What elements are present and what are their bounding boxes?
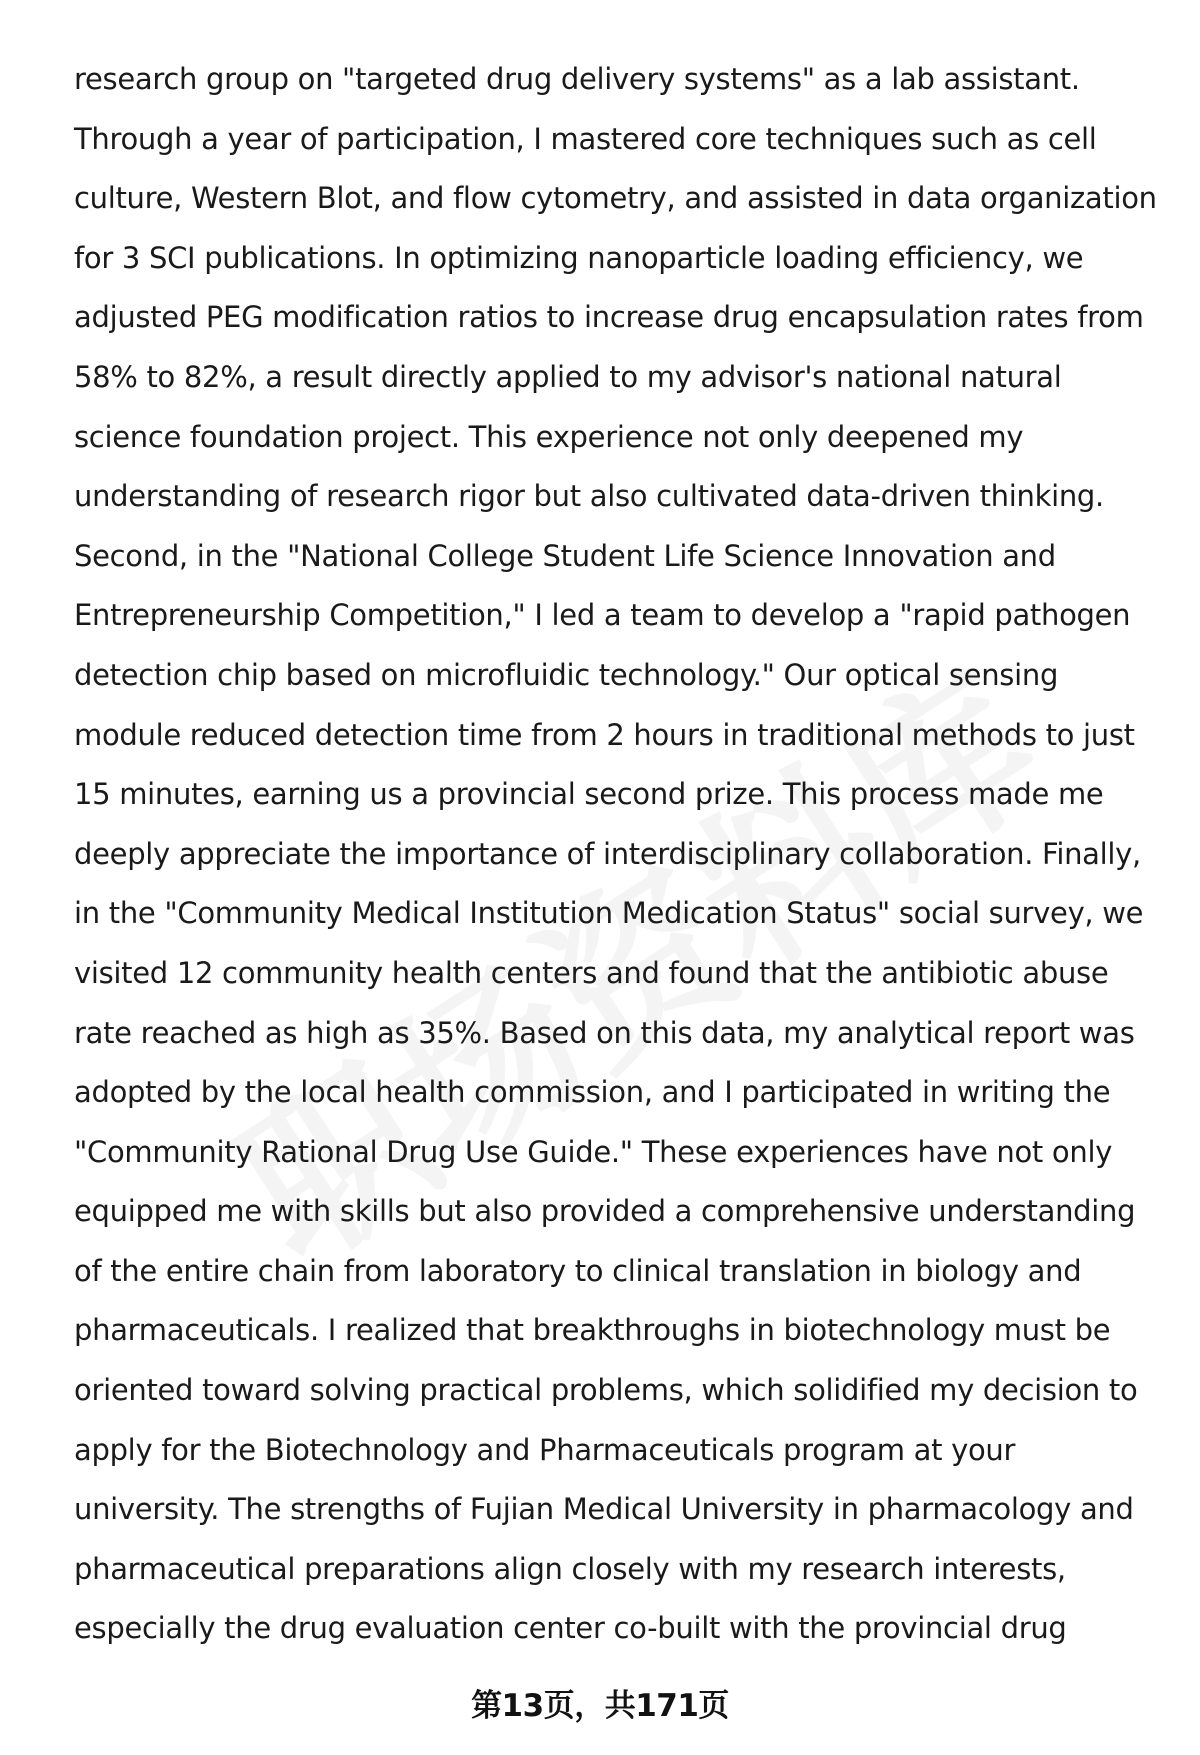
- text-line-12: module reduced detection time from 2 hours in traditional methods to just: [74, 717, 1135, 752]
- text-line-16: visited 12 community health centers and found that the antibiotic abuse: [74, 955, 1109, 990]
- text-line-6: 58% to 82%, a result directly applied to my advisor's national natural: [74, 359, 1062, 394]
- text-line-17: rate reached as high as 35%. Based on this data, my analytical report was: [74, 1015, 1135, 1050]
- text-line-25: university. The strengths of Fujian Medical University in pharmacology and: [74, 1492, 1134, 1527]
- text-line-22: pharmaceuticals. I realized that breakthroughs in biotechnology must be: [74, 1313, 1111, 1348]
- text-line-15: in the "Community Medical Institution Medication Status" social survey, we: [74, 896, 1144, 931]
- text-line-8: understanding of research rigor but also cultivated data-driven thinking.: [74, 479, 1104, 514]
- text-line-18: adopted by the local health commission, and I participated in writing the: [74, 1075, 1111, 1110]
- text-line-4: for 3 SCI publications. In optimizing nanoparticle loading efficiency, we: [74, 240, 1084, 275]
- body-text: [74, 50, 1164, 1659]
- text-line-3: culture, Western Blot, and flow cytometry, and assisted in data organization: [74, 181, 1157, 216]
- text-line-14: deeply appreciate the importance of interdisciplinary collaboration. Finally,: [74, 836, 1141, 871]
- text-line-13: 15 minutes, earning us a provincial second prize. This process made me: [74, 777, 1104, 812]
- text-line-23: oriented toward solving practical problems, which solidified my decision to: [74, 1373, 1138, 1408]
- text-line-20: equipped me with skills but also provided a comprehensive understanding: [74, 1194, 1136, 1229]
- text-line-24: apply for the Biotechnology and Pharmaceuticals program at your: [74, 1432, 1016, 1467]
- text-line-11: detection chip based on microfluidic technology." Our optical sensing: [74, 657, 1059, 692]
- text-line-2: Through a year of participation, I mastered core techniques such as cell: [74, 121, 1097, 156]
- text-line-9: Second, in the "National College Student Life Science Innovation and: [74, 538, 1056, 573]
- text-line-21: of the entire chain from laboratory to clinical translation in biology and: [74, 1253, 1082, 1288]
- text-line-5: adjusted PEG modification ratios to increase drug encapsulation rates from: [74, 300, 1144, 335]
- page-number-footer: 第13页，共171页: [471, 1688, 729, 1724]
- text-line-7: science foundation project. This experience not only deepened my: [74, 419, 1024, 454]
- text-line-10: Entrepreneurship Competition," I led a team to develop a "rapid pathogen: [74, 598, 1131, 633]
- text-line-19: "Community Rational Drug Use Guide." These experiences have not only: [74, 1134, 1113, 1169]
- text-line-27: especially the drug evaluation center co-built with the provincial drug: [74, 1611, 1067, 1646]
- text-line-1: research group on "targeted drug delivery systems" as a lab assistant.: [74, 62, 1080, 96]
- text-line-26: pharmaceutical preparations align closely with my research interests,: [74, 1551, 1066, 1586]
